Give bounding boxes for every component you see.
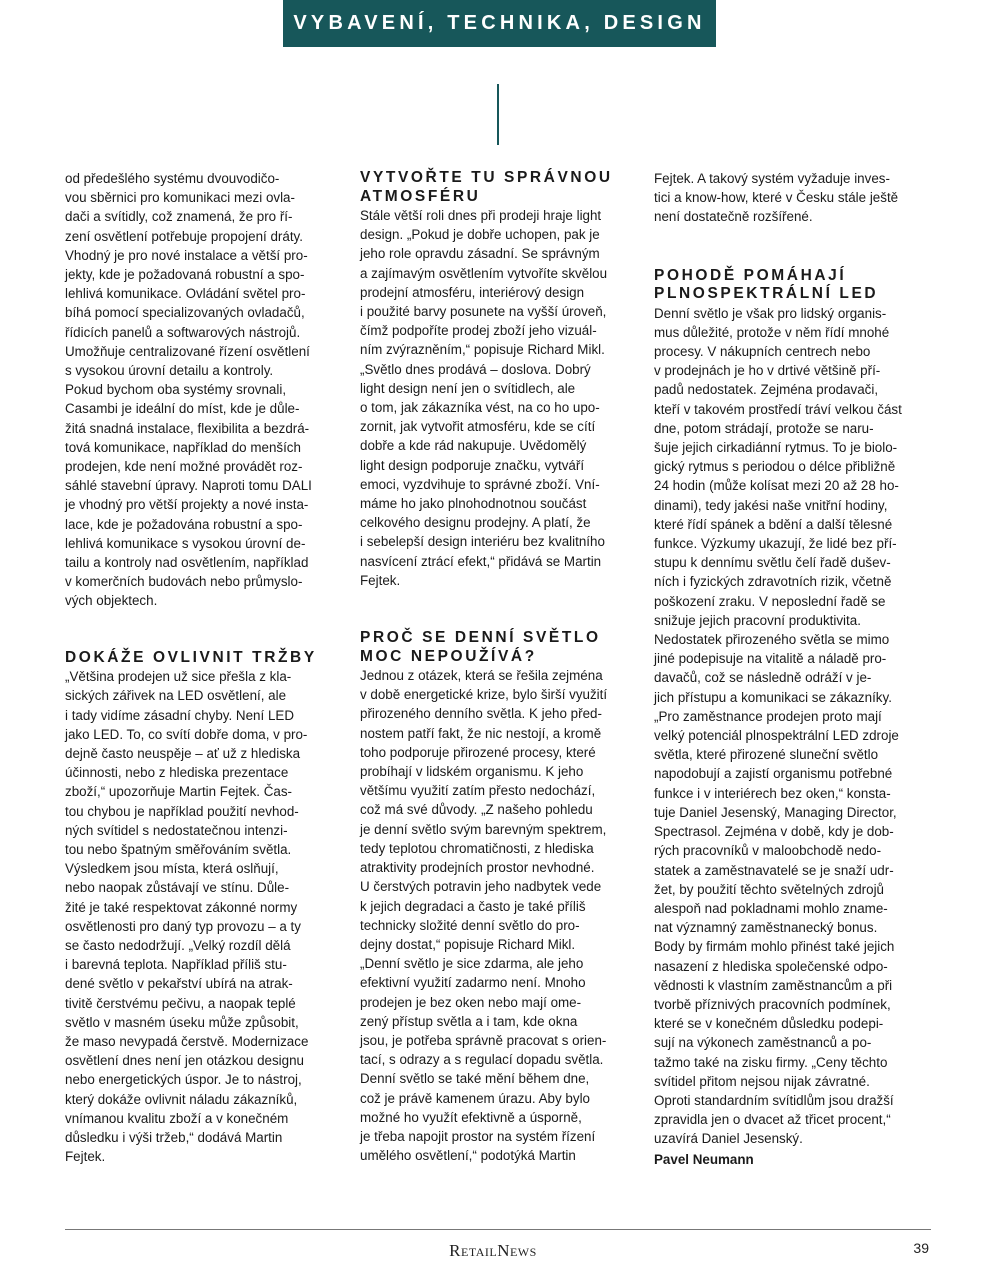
text-line: Denní světlo se také mění během dne,	[360, 1071, 590, 1087]
text-line: řídicích panelů a softwarových nástrojů.	[65, 324, 301, 340]
text-line: MOC NEPOUŽÍVÁ?	[360, 647, 537, 665]
text-line: tailu a kontroly nad osvětlením, například	[65, 555, 309, 571]
text-line: velký potenciál plnospektrální LED zdroje	[654, 728, 899, 744]
text-line: osvětlení dnes není jen otázkou designu	[65, 1053, 304, 1069]
text-line: U čerstvých potravin jeho nadbytek vede	[360, 879, 602, 895]
text-line: Vhodný je pro nové instalace a větší pro-	[65, 247, 308, 263]
body-paragraph	[654, 169, 933, 227]
text-line: jich přístupu a komunikaci se zákazníky.	[654, 689, 892, 705]
text-line: jekty, kde je požadovaná robustní a spo-	[65, 267, 305, 283]
text-line: nostem patří fakt, že nic nestojí, a kromě	[360, 725, 602, 741]
text-line: což má své důvody. „Z našeho pohledu	[360, 802, 593, 818]
text-line: s vysokou úrovní detailu a kontroly.	[65, 363, 274, 379]
section-heading	[360, 629, 637, 666]
text-line: „Denní světlo je sice zdarma, ale jeho	[360, 956, 584, 972]
text-line: „Světlo dnes prodává – doslova. Dobrý	[360, 361, 591, 377]
text-line: světla, které přirozené sluneční světlo	[654, 747, 879, 763]
text-line: dejně často neuspěje – ať už z hlediska	[65, 745, 301, 761]
text-line: Body by firmám mohlo přinést také jejich	[654, 939, 895, 955]
text-line: nebo energetických úspor. Je to nástroj,	[65, 1072, 302, 1088]
text-line: žet, by použití těchto světelných zdrojů	[654, 881, 884, 897]
text-line: osvětlenosti pro daný typ provozu – a ty	[65, 918, 301, 934]
text-line: nebo naopak zůstávají ve stínu. Důle-	[65, 880, 290, 896]
text-line: zornit, jak vytvořit atmosféru, kde se cítí	[360, 419, 596, 435]
text-line: lehlivá komunikace. Ovládání světel pro-	[65, 286, 306, 302]
text-line: jsou, je potřeba správně pracovat s orien-	[360, 1032, 607, 1048]
text-line: snižuje jejich pracovní produktivita.	[654, 612, 861, 628]
text-line: většímu využití zatím přesto nedochází,	[360, 783, 596, 799]
text-line: čímž podpoříte prodej zboží jeho vizuál-	[360, 323, 597, 339]
text-line: je vhodný pro větší projekty a nové insta-	[65, 497, 309, 513]
text-line: atraktivity prodejních prostor nevhodné.	[360, 860, 595, 876]
text-line: není dostatečně rozšířené.	[654, 209, 813, 225]
section-heading: DOKÁŽE OVLIVNIT TRŽBY	[65, 648, 317, 666]
text-line: světlo v masném úseku může způsobit,	[65, 1014, 299, 1030]
text-line: vědnosti k vlastním zaměstnancům a při	[654, 977, 893, 993]
text-line: dači a svítidly, což znamená, že pro ří-	[65, 209, 293, 225]
text-line: k jejich degradaci a často je také příliš	[360, 898, 586, 914]
text-line: PLNOSPEKTRÁLNÍ LED	[654, 285, 879, 303]
text-line: vou sběrnici pro komunikaci mezi ovla-	[65, 190, 295, 206]
vertical-divider	[497, 84, 499, 145]
column-3	[654, 169, 933, 1169]
text-line: efektivní využití zadarmo není. Mnoho	[360, 975, 586, 991]
text-line: PROČ SE DENNÍ SVĚTLO	[360, 629, 601, 647]
text-line: uzavírá Daniel Jesenský.	[654, 1131, 803, 1147]
text-line: „Většina prodejen už sice přešla z kla-	[65, 669, 292, 685]
text-line: možné ho využít efektivně a úsporně,	[360, 1109, 582, 1125]
body-paragraph	[360, 206, 637, 590]
text-line: Výsledkem jsou místa, která oslňují,	[65, 861, 279, 877]
text-line: máme ho jako plnohodnotnou součást	[360, 496, 587, 512]
text-line: i použité barvy posunete na vyšší úroveň,	[360, 304, 607, 320]
text-line: zení osvětlení potřebuje propojení dráty.	[65, 228, 303, 244]
author-byline: Pavel Neumann	[654, 1151, 754, 1167]
text-line: důsledku i výši tržeb,“ dodává Martin	[65, 1130, 283, 1146]
text-line: padů nedostatek. Zejména prodavači,	[654, 382, 879, 398]
text-line: Nedostatek přirozeného světla se mimo	[654, 632, 890, 648]
text-line: tou nebo špatným směřováním světla.	[65, 842, 292, 857]
text-line: toho podporuje přirozené procesy, které	[360, 744, 596, 760]
text-line: light design není jen o svítidlech, ale	[360, 380, 576, 396]
text-line: v prodejnách je ho v drtivé většině pří-	[654, 363, 881, 379]
text-line: rých pracovníků v maloobchodě nedo-	[654, 843, 882, 859]
text-line: light design podporuje značku, vytváří	[360, 457, 585, 473]
text-line: svítidel přitom nejsou nijak závratné.	[654, 1073, 870, 1089]
body-paragraph	[65, 169, 347, 611]
text-line: lehlivá komunikace s vysokou úrovní de-	[65, 535, 306, 551]
text-line: nasvícení ztrácí efekt,“ přidává se Martin	[360, 553, 602, 569]
text-line: tou chybou je například použití nevhod-	[65, 803, 299, 819]
text-line: kteří v takovém prostředí tráví velkou část	[654, 401, 902, 417]
text-line: prodejen, kde není možné provádět roz-	[65, 459, 303, 475]
footer-rule	[65, 1229, 931, 1230]
text-line: zený přístup světla a i tam, kde okna	[360, 1013, 578, 1029]
page-number: 39	[913, 1240, 929, 1256]
section-heading	[654, 267, 933, 304]
text-line: v komerčních budovách nebo průmyslo-	[65, 574, 303, 590]
text-line: jeho role opravdu zásadní. Se správným	[360, 246, 600, 262]
text-line: které se v konečném důsledku podepi-	[654, 1016, 884, 1032]
text-line: Fejtek. A takový systém vyžaduje inves-	[654, 171, 890, 186]
text-line: emoci, vyzdvihuje to správné zboží. Vní-	[360, 476, 600, 492]
text-line: v době energetické krize, bylo širší využití	[360, 687, 608, 703]
text-line: šuje jejich cirkadiánní rytmus. To je biolo-	[654, 440, 898, 456]
text-line: zboží,“ upozorňuje Martin Fejtek. Čas-	[65, 784, 292, 800]
text-line: statek a zaměstnavatelé se je snaží udr-	[654, 862, 894, 878]
text-line: což je právě kamenem úrazu. Aby bylo	[360, 1090, 590, 1106]
body-paragraph	[360, 666, 637, 1165]
text-line: technicky složité denní světlo do pro-	[360, 917, 580, 933]
text-line: sických zářivek na LED osvětlení, ale	[65, 688, 287, 704]
text-line: 24 hodin (může kolísat mezi 20 až 28 ho-	[654, 478, 899, 494]
text-line: lace, kde je požadována robustní a spo-	[65, 516, 303, 532]
text-line: bíhá pomocí specializovaných ovladačů,	[65, 305, 305, 321]
text-line: žité je také respektovat zákonné normy	[65, 899, 298, 915]
text-line: tici a know-how, které v Česku stále ještě	[654, 190, 899, 206]
text-line: davačů, což se následně odráží v je-	[654, 670, 872, 686]
section-banner: VYBAVENÍ, TECHNIKA, DESIGN	[283, 0, 716, 47]
text-line: Denní světlo je však pro lidský organis-	[654, 305, 887, 321]
footer-brand-logo: RetailNews	[449, 1241, 537, 1260]
text-line: alespoň nad pokladnami mohlo zname-	[654, 900, 888, 916]
text-line: i sebelepší design interiéru bez kvalitního	[360, 534, 605, 550]
text-line: Fejtek.	[360, 572, 401, 588]
text-line: tažmo také na zisku firmy. „Ceny těchto	[654, 1054, 888, 1070]
text-line: které řídí spánek a bdění a další tělesné	[654, 516, 893, 532]
text-line: přirozeného denního světla. K jeho před-	[360, 706, 602, 722]
text-line: vnímanou kvalitu zboží a v konečném	[65, 1110, 289, 1126]
text-line: Oproti standardním svítidlům jsou dražší	[654, 1092, 894, 1108]
body-paragraph	[65, 667, 347, 1166]
text-line: umělého osvětlení,“ podotýká Martin	[360, 1148, 576, 1164]
text-line: dne, potom strádají, protože se naru-	[654, 420, 874, 436]
text-line: tací, s odrazy a s regulací dopadu světla.	[360, 1052, 604, 1068]
text-line: žitá snadná instalace, flexibilita a bezdrá-	[65, 420, 310, 436]
text-line: ATMOSFÉRU	[360, 187, 481, 205]
text-line: jako LED. To, co svítí dobře doma, v pro-	[65, 726, 308, 742]
text-line: gický rytmus s periodou o délce přibližně	[654, 459, 896, 475]
text-line: Umožňuje centralizované řízení osvětlení	[65, 343, 310, 359]
text-line: i barevná teplota. Například příliš stu-	[65, 957, 287, 973]
text-line: napodobují a zajistí organismu potřebné	[654, 766, 893, 782]
text-line: je denní světlo svým barevným spektrem,	[360, 821, 607, 837]
text-line: tová komunikace, například do menších	[65, 439, 301, 455]
text-line: zpravidla jen o dvacet až třicet procent,“	[654, 1112, 891, 1128]
text-line: dobře a kde rád nakupuje. Uvědomělý	[360, 438, 587, 454]
text-line: ním zvýrazněním,“ popisuje Richard Mikl.	[360, 342, 605, 358]
text-line: nat významný zaměstnanecký bonus.	[654, 920, 878, 936]
text-line: Casambi je ideální do míst, kde je důle-	[65, 401, 300, 417]
text-line: o tom, jak zákazníka vést, na co ho upo-	[360, 400, 600, 416]
column-1	[65, 169, 347, 1166]
text-line: ních i fyzických zdravotních rizik, včetně	[654, 574, 892, 590]
text-line: i tady vidíme zásadní chyby. Není LED	[65, 707, 294, 723]
text-line: od předešlého systému dvouvodičo-	[65, 171, 280, 186]
text-line: účinnosti, nebo z hlediska prezentace	[65, 765, 289, 781]
text-line: dejny dostat,“ popisuje Richard Mikl.	[360, 936, 576, 952]
text-line: tuje Daniel Jesenský, Managing Director,	[654, 804, 897, 820]
text-line: vých objektech.	[65, 593, 158, 609]
text-line: nasazení z hlediska společenské odpo-	[654, 958, 888, 974]
text-line: že maso nevypadá čerstvě. Modernizace	[65, 1034, 309, 1050]
text-line: ných svítidel s nedostatečnou intenzi-	[65, 822, 288, 838]
text-line: tedy teplotou chromatičnosti, z hlediska	[360, 840, 594, 856]
text-line: design. „Pokud je dobře uchopen, pak je	[360, 227, 600, 243]
text-line: Jednou z otázek, která se řešila zejména	[360, 668, 603, 684]
text-line: POHODĚ POMÁHAJÍ	[654, 266, 847, 284]
text-line: poškození zraku. V neposlední řadě se	[654, 593, 886, 609]
text-line: dené světlo v pekařství ubírá na atrak-	[65, 976, 293, 992]
text-line: mus důležité, protože v něm řídí mnohé	[654, 324, 890, 340]
text-line: sují na výkonech zaměstnanců a po-	[654, 1035, 872, 1051]
text-line: se často nedodržují. „Velký rozdíl dělá	[65, 938, 291, 954]
text-line: stupu k dennímu světlu čelí řadě dušev-	[654, 555, 891, 571]
text-line: Spectrasol. Zejména v době, kdy je dob-	[654, 824, 894, 840]
text-line: Pokud bychom oba systémy srovnali,	[65, 382, 287, 398]
text-line: sáhlé stavební úpravy. Naproti tomu DALI	[65, 478, 312, 494]
section-heading	[360, 169, 637, 206]
text-line: funkce. Výzkumy ukazují, že lidé bez pří-	[654, 536, 897, 552]
text-line: dinami), tedy jakési naše vnitřní hodiny,	[654, 497, 888, 513]
text-line: a zajímavým osvětlením vytvoříte skvělou	[360, 265, 608, 281]
text-line: prodejní atmosféru, interiérový design	[360, 284, 585, 300]
text-line: který dokáže ovlivnit náladu zákazníků,	[65, 1091, 298, 1107]
text-line: tivitě čerstvému pečivu, a naopak teplé	[65, 995, 296, 1011]
text-line: procesy. V nákupních centrech nebo	[654, 344, 871, 360]
column-2	[360, 169, 637, 1165]
text-line: funkce i v interiérech bez oken,“ konsta-	[654, 785, 891, 801]
text-line: „Pro zaměstnance prodejen proto mají	[654, 708, 882, 724]
body-paragraph	[654, 304, 933, 1149]
text-line: probíhají v lidském organismu. K jeho	[360, 764, 584, 780]
text-line: Stále větší roli dnes při prodeji hraje light	[360, 208, 602, 223]
text-line: Fejtek.	[65, 1149, 106, 1165]
text-line: jiné podepisuje na vitalitě a náladě pro-	[654, 651, 887, 667]
text-line: VYTVOŘTE TU SPRÁVNOU	[360, 169, 613, 186]
text-line: celkového designu prodejny. A platí, že	[360, 515, 591, 531]
text-line: prodejen je bez oken nebo mají ome-	[360, 994, 582, 1010]
text-line: je třeba napojit prostor na systém řízení	[360, 1128, 596, 1144]
text-line: tvorbě příznivých pracovních podmínek,	[654, 996, 891, 1012]
